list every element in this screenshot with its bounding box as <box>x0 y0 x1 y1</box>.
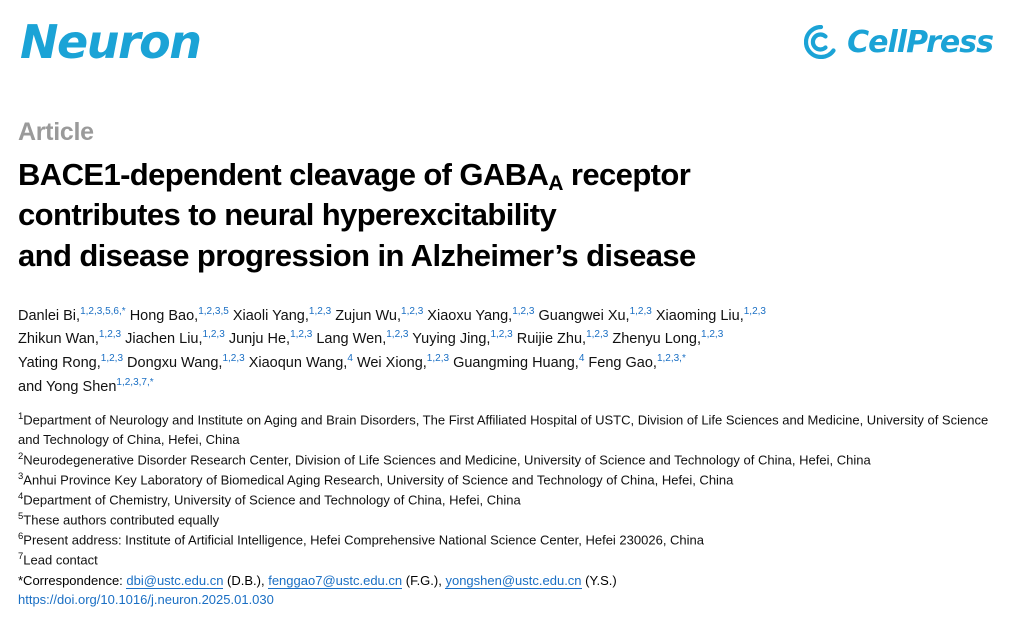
author-name <box>588 355 685 371</box>
author-affiliation-marker: 1,2,3 <box>401 305 424 317</box>
author-affiliation-marker: 1,2,3 <box>386 329 409 341</box>
correspondence-initials: (Y.S.) <box>581 573 617 589</box>
affiliation-marker: 5 <box>18 510 24 522</box>
author-name-text: Wei Xiong, <box>356 355 427 372</box>
affiliation-list <box>18 410 995 570</box>
publisher-name: CellPress <box>847 24 993 60</box>
affiliation-marker: 1 <box>18 410 24 422</box>
author-name-text: Yating Rong, <box>18 355 101 372</box>
author-name-text: Lang Wen, <box>316 331 387 348</box>
author-name-text: Feng Gao, <box>588 355 657 372</box>
author-line <box>18 351 995 375</box>
affiliation-item <box>18 450 995 470</box>
author-name-text: Xiaoming Liu, <box>655 307 744 324</box>
author-affiliation-marker: 1,2,3,5 <box>198 305 229 317</box>
author-affiliation-marker: 1,2,3 <box>490 329 513 341</box>
correspondence-email-link[interactable]: fenggao7@ustc.edu.cn <box>268 573 403 589</box>
author-affiliation-marker: 1,2,3 <box>743 305 766 317</box>
cell-press-logo-icon <box>804 25 838 59</box>
author-name <box>412 331 512 347</box>
author-name <box>517 331 609 347</box>
correspondence-label: *Correspondence: <box>18 573 127 589</box>
author-name-text: Guangming Huang, <box>453 355 579 372</box>
author-name-text: Ruijie Zhu, <box>516 331 587 348</box>
affiliation-text: Neurodegenerative Disorder Research Center, Division of Life Sciences and Medicine, University of Science and Technology of China, Hefei, China <box>23 451 871 467</box>
author-name <box>18 305 126 324</box>
author-affiliation-marker: 1,2,3 <box>202 329 225 341</box>
affiliation-text: Lead contact <box>23 552 98 568</box>
author-name <box>538 305 652 324</box>
author-affiliation-marker: 4 <box>578 353 585 365</box>
author-name <box>18 379 154 395</box>
author-name-text: Guangwei Xu, <box>538 307 630 324</box>
correspondence-line <box>18 571 995 591</box>
affiliation-item <box>18 530 995 550</box>
author-name <box>18 331 121 347</box>
journal-logo: Neuron <box>20 15 201 69</box>
affiliation-text: Present address: Institute of Artificial Intelligence, Hefei Comprehensive National Science Center, Hefei 230026, China <box>23 532 705 548</box>
page-title <box>18 155 995 276</box>
author-name <box>427 305 535 324</box>
author-name <box>229 331 313 347</box>
affiliation-marker: 3 <box>18 470 24 482</box>
title-line-2: contributes to neural hyperexcitability <box>18 197 557 233</box>
masthead <box>18 0 995 84</box>
correspondence-email-link[interactable]: yongshen@ustc.edu.cn <box>445 573 582 589</box>
author-affiliation-marker: 1,2,3 <box>222 353 245 365</box>
author-name-text: and Yong Shen <box>18 378 117 395</box>
affiliation-item <box>18 470 995 490</box>
affiliation-item <box>18 490 995 510</box>
affiliation-marker: 2 <box>18 450 24 462</box>
author-affiliation-marker: 1,2,3 <box>629 305 652 317</box>
affiliation-marker: 7 <box>18 551 24 563</box>
author-affiliation-marker: 1,2,3,7,* <box>116 377 154 389</box>
author-name-text: Xiaoli Yang, <box>232 307 309 324</box>
author-affiliation-marker: 1,2,3,* <box>656 353 686 365</box>
title-line-3: and disease progression in Alzheimer’s disease <box>18 237 696 273</box>
author-name-text: Yuying Jing, <box>412 331 491 348</box>
affiliation-marker: 6 <box>18 530 24 542</box>
author-name-text: Jiachen Liu, <box>125 331 203 348</box>
affiliation-text: Department of Chemistry, University of Science and Technology of China, Hefei, China <box>23 492 521 508</box>
title-subscript-a: A <box>548 171 563 195</box>
affiliation-marker: 4 <box>18 490 24 502</box>
author-name-text: Zhikun Wan, <box>18 331 99 348</box>
author-affiliation-marker: 1,2,3 <box>308 305 332 317</box>
author-name-text: Zhenyu Long, <box>612 331 702 348</box>
correspondence-initials: (D.B.), <box>223 573 269 589</box>
author-affiliation-marker: 1,2,3 <box>701 329 724 341</box>
author-name <box>335 305 424 324</box>
author-name <box>357 355 449 371</box>
author-name <box>125 331 225 347</box>
author-name-text: Xiaoxu Yang, <box>427 307 513 324</box>
author-affiliation-marker: 1,2,3 <box>98 329 122 341</box>
author-line <box>18 375 995 399</box>
author-affiliation-marker: 1,2,3,5,6,* <box>80 305 126 317</box>
author-name-text: Dongxu Wang, <box>127 355 223 372</box>
author-affiliation-marker: 1,2,3 <box>426 353 450 365</box>
title-line-1 <box>18 157 691 195</box>
author-name <box>127 355 245 371</box>
author-name-text: Hong Bao, <box>129 307 199 324</box>
author-affiliation-marker: 1,2,3 <box>290 329 313 341</box>
author-name <box>453 355 584 371</box>
publisher-logo <box>804 25 993 60</box>
title-part-2: receptor <box>562 157 691 192</box>
doi-link[interactable]: https://doi.org/10.1016/j.neuron.2025.01.030 <box>18 591 274 607</box>
author-affiliation-marker: 1,2,3 <box>586 329 609 341</box>
author-line <box>18 328 995 352</box>
doi-line <box>18 592 995 607</box>
title-part-1: BACE1-dependent cleavage of GABA <box>18 157 549 192</box>
correspondence-initials: (F.G.), <box>402 573 446 589</box>
author-name <box>316 331 408 347</box>
author-affiliation-marker: 1,2,3 <box>512 305 535 317</box>
author-name-text: Danlei Bi, <box>18 307 81 324</box>
author-name <box>249 355 353 371</box>
author-name <box>129 305 229 324</box>
author-name-text: Junju He, <box>228 331 291 348</box>
affiliation-item <box>18 410 995 450</box>
author-affiliation-marker: 4 <box>347 353 353 365</box>
author-list <box>18 304 995 399</box>
author-line <box>18 304 995 328</box>
affiliation-item <box>18 510 995 530</box>
affiliation-text: Anhui Province Key Laboratory of Biomedical Aging Research, University of Science and Technology of China, Hefei, China <box>23 472 734 488</box>
correspondence-email-link[interactable]: dbi@ustc.edu.cn <box>126 573 224 589</box>
article-type-label: Article <box>18 118 94 146</box>
author-name-text: Zujun Wu, <box>335 307 402 324</box>
affiliation-item <box>18 550 995 570</box>
affiliation-text: Department of Neurology and Institute on Aging and Brain Disorders, The First Affiliated Hospital of USTC, Division of Life Sciences and Medicine, University of Science and Technology of China, Hefei, China <box>18 412 989 447</box>
author-affiliation-marker: 1,2,3 <box>100 353 124 365</box>
author-name <box>18 355 123 371</box>
author-name <box>612 331 723 347</box>
author-name <box>655 305 766 324</box>
author-name-text: Xiaoqun Wang, <box>248 355 348 372</box>
author-name <box>232 305 332 324</box>
affiliation-text: These authors contributed equally <box>23 512 220 528</box>
